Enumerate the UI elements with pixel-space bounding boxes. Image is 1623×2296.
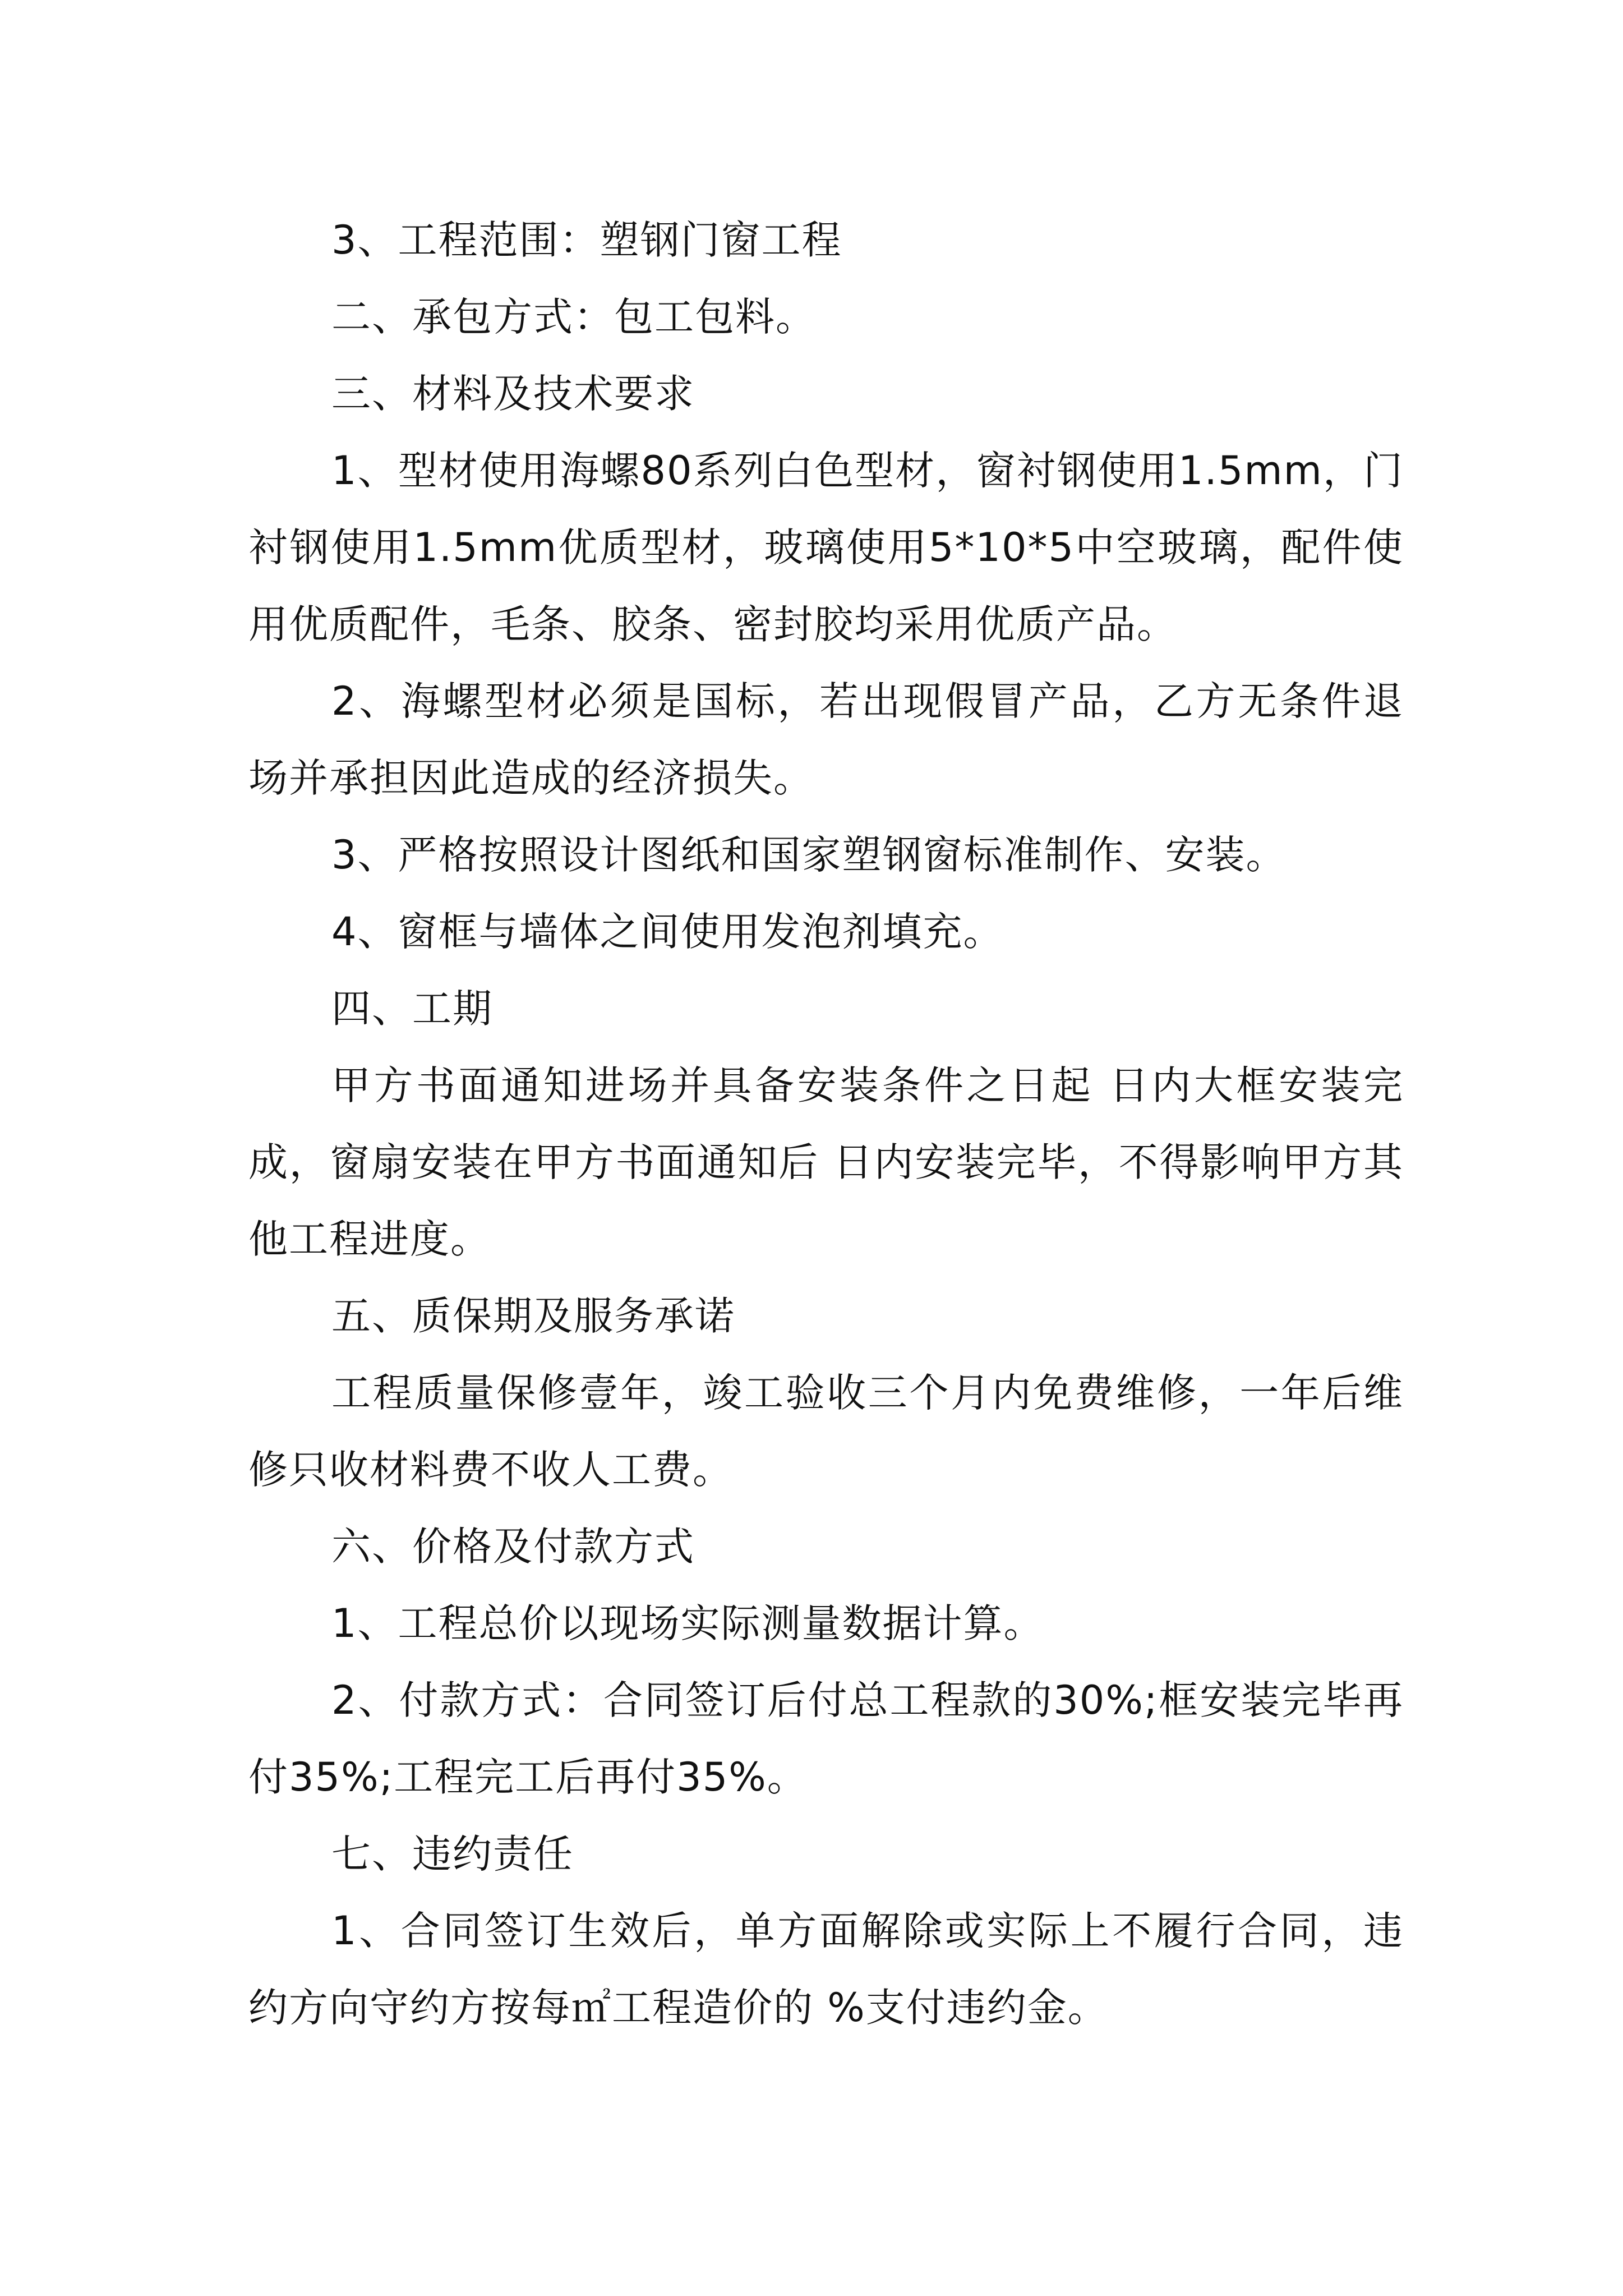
paragraph-contract-method: 二、承包方式：包工包料。 (331, 294, 816, 340)
paragraph-payment-2: 2、付款方式：合同签订后付总工程款的30%;框安装完毕再付35%;工程完工后再付35%。 (248, 1677, 1404, 1800)
paragraph-schedule: 甲方书面通知进场并具备安装条件之日起 日内大框安装完成，窗扇安装在甲方书面通知后 日内安装完毕，不得影响甲方其他工程进度。 (248, 1062, 1404, 1262)
paragraph-warranty-heading: 五、质保期及服务承诺 (331, 1293, 735, 1339)
paragraph-materials-heading: 三、材料及技术要求 (331, 371, 695, 417)
paragraph-materials-3: 3、严格按照设计图纸和国家塑钢窗标准制作、安装。 (331, 832, 1287, 878)
paragraph-liability-1: 1、合同签订生效后，单方面解除或实际上不履行合同，违约方向守约方按每㎡工程造价的 %支付违约金。 (248, 1908, 1404, 2031)
paragraph-warranty: 工程质量保修壹年，竣工验收三个月内免费维修，一年后维修只收材料费不收人工费。 (248, 1370, 1404, 1493)
paragraph-materials-1: 1、型材使用海螺80系列白色型材，窗衬钢使用1.5mm，门衬钢使用1.5mm优质型材，玻璃使用5*10*5中空玻璃，配件使用优质配件，毛条、胶条、密封胶均采用优质产品。 (248, 448, 1404, 647)
paragraph-materials-2: 2、海螺型材必须是国标，若出现假冒产品，乙方无条件退场并承担因此造成的经济损失。 (248, 678, 1404, 801)
paragraph-payment-1: 1、工程总价以现场实际测量数据计算。 (331, 1600, 1044, 1646)
paragraph-liability-heading: 七、违约责任 (331, 1831, 574, 1877)
document-body (248, 202, 1404, 2046)
paragraph-materials-4: 4、窗框与墙体之间使用发泡剂填充。 (331, 909, 1004, 955)
paragraph-scope: 3、工程范围：塑钢门窗工程 (331, 217, 842, 263)
paragraph-schedule-heading: 四、工期 (331, 986, 493, 1032)
paragraph-payment-heading: 六、价格及付款方式 (331, 1524, 695, 1570)
